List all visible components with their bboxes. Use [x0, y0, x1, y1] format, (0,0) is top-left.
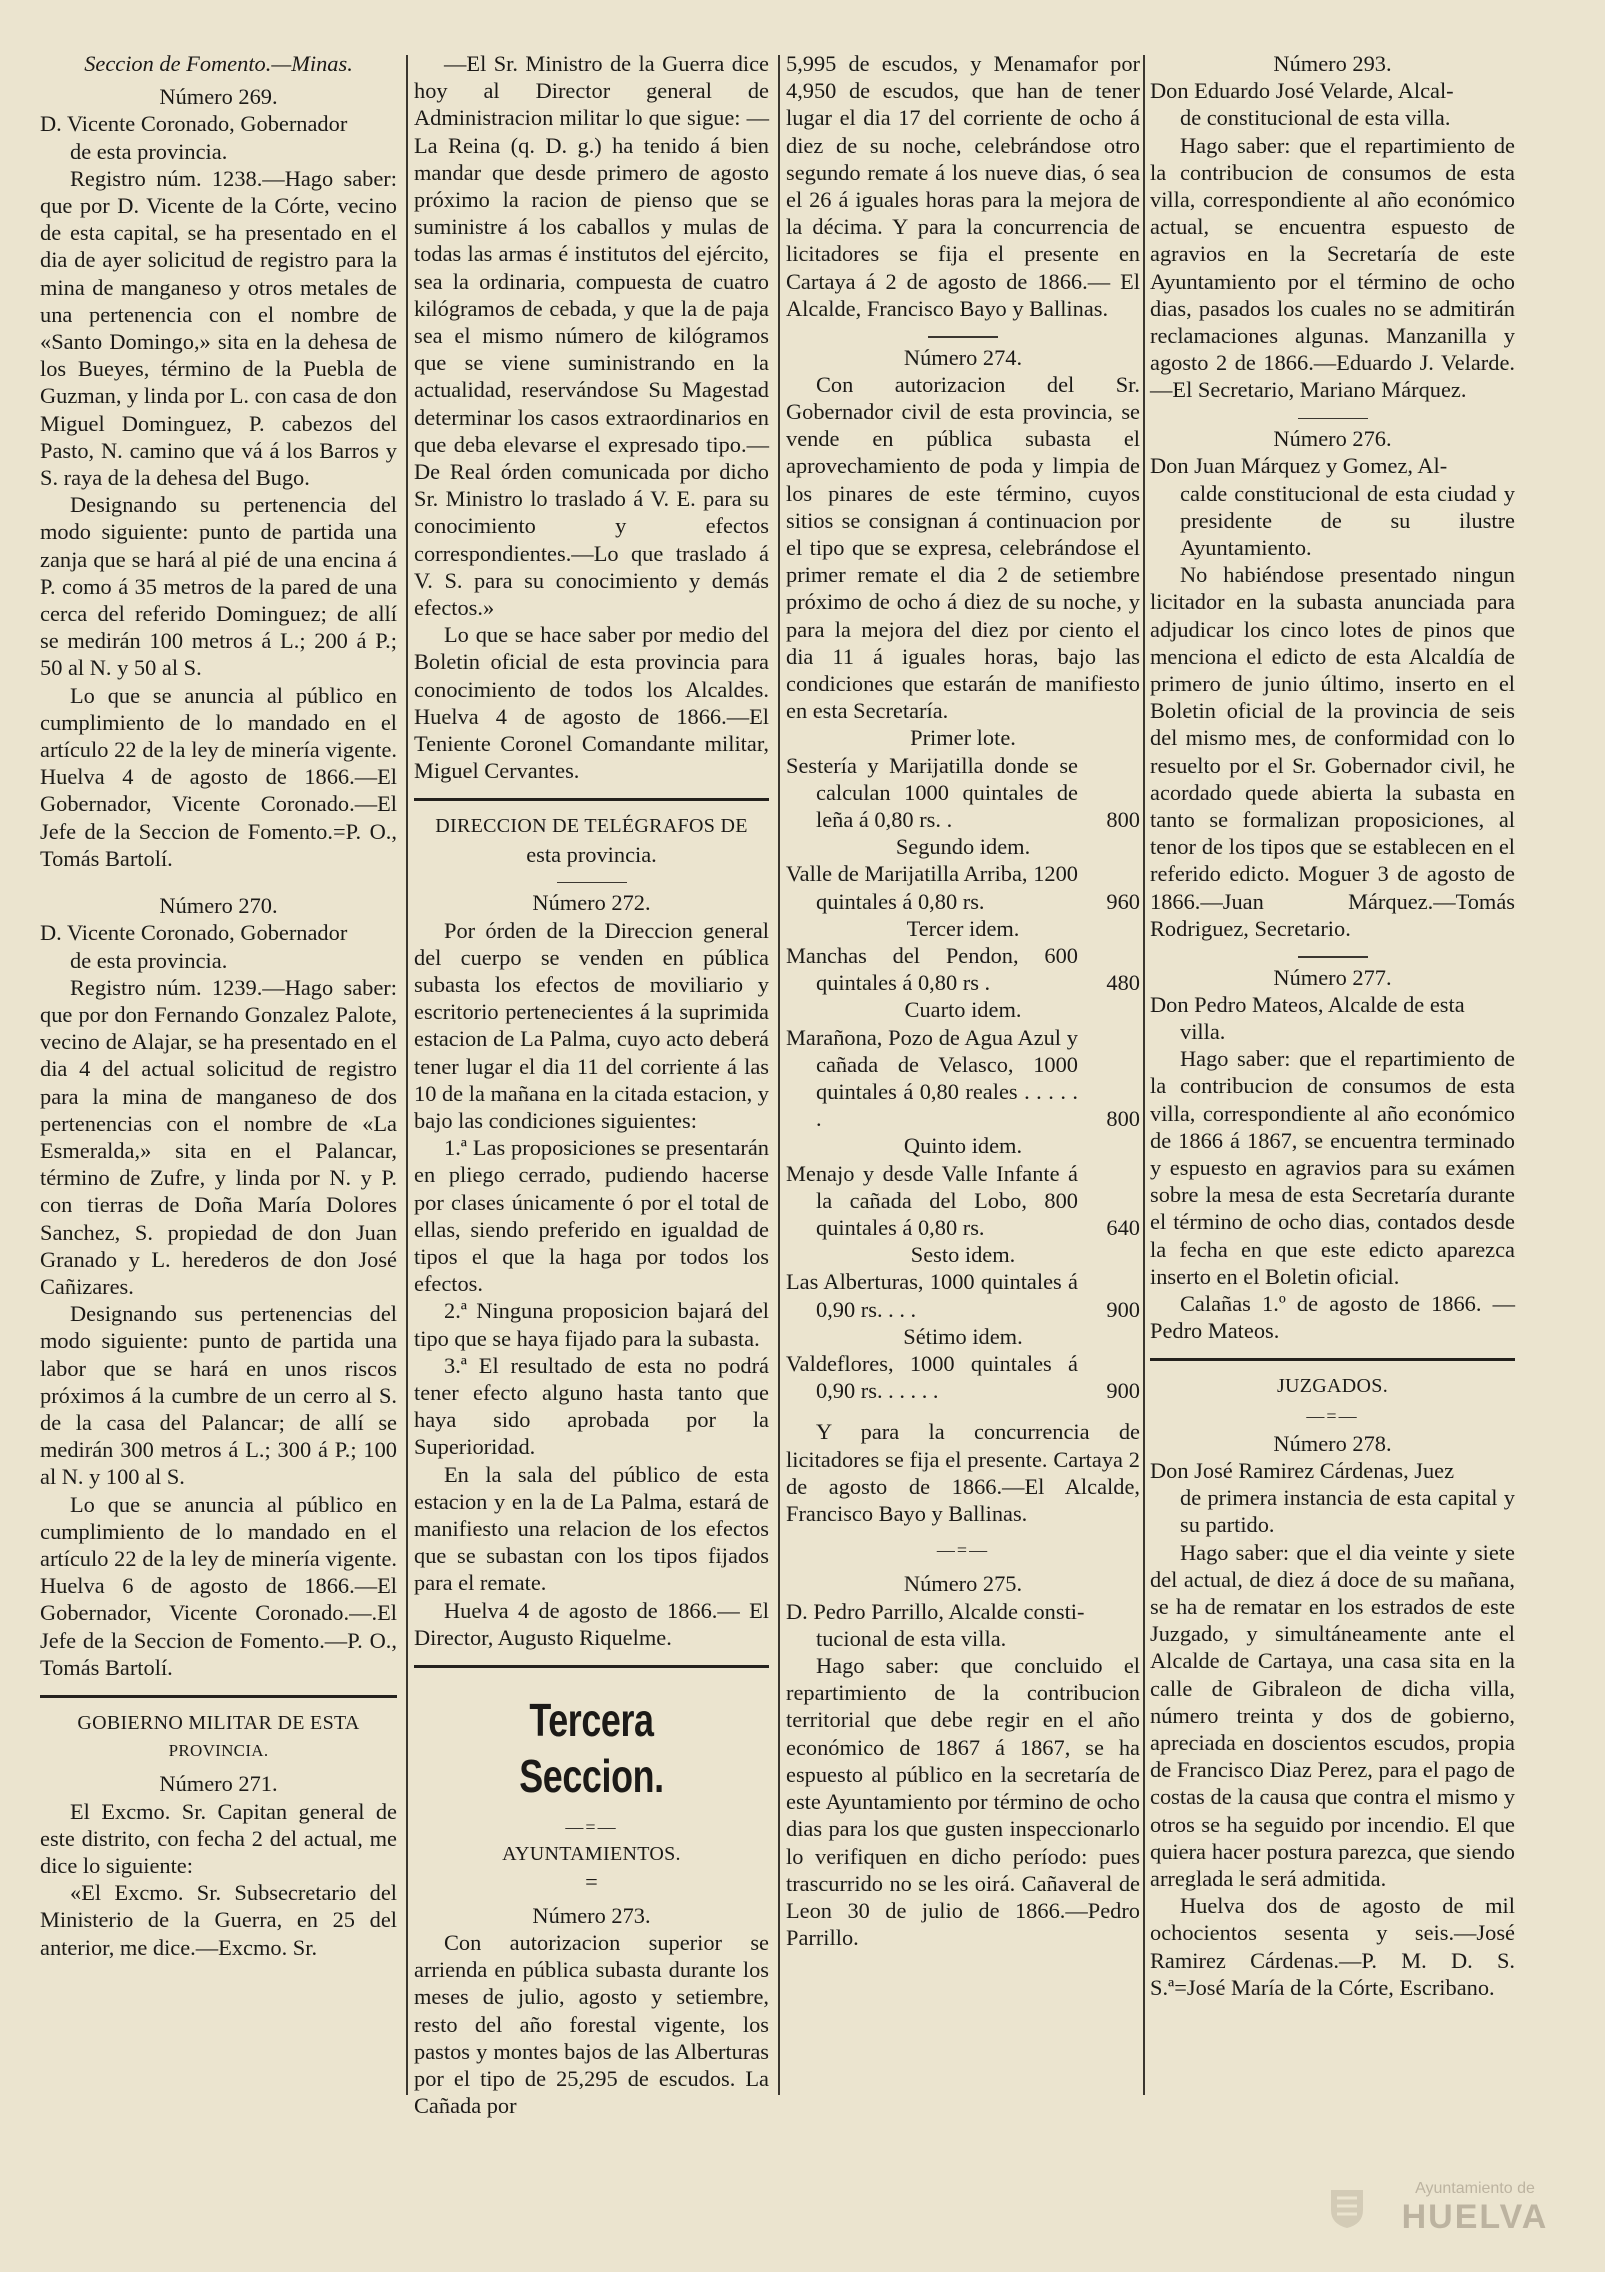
watermark-line: Ayuntamiento de [1415, 2180, 1535, 2197]
lot-row [786, 752, 1140, 834]
section-subtitle: PROVINCIA. [168, 1741, 269, 1761]
lot-amount: 900 [1106, 1378, 1140, 1404]
section-divider [1150, 1358, 1515, 1361]
lot-name: Segundo idem. [895, 834, 1031, 860]
notice-paragraph: Hago saber: que el repartimiento de la contribucion de consumos de esta villa, correspondiente al año económico de 1866 á 1867, se encuentra terminado y espuesto en agravios para su exámen sobre la mesa de esta Secretaría durante el término de ocho dias, contados desde la fecha en que este edicto aparezca inserto en el Boletin oficial. [1150, 1046, 1515, 1289]
notice-paragraph: Hago saber: que el repartimiento de la contribucion de consumos de esta villa, correspondiente al año económico actual, se encuentra espuesto de agravios en la Secretaría de este Ayuntamiento por el término de ocho dias, pasados los cuales no se admitirán reclamaciones algunas. Manzanilla y agosto 2 de 1866.—Eduardo J. Velarde. —El Secretario, Mariano Márquez. [1150, 132, 1515, 403]
notice-paragraph: Calañas 1.º de agosto de 1866. —Pedro Mateos. [1150, 1290, 1515, 1344]
short-divider [928, 336, 998, 338]
section-header: Seccion de Fomento.—Minas. [84, 51, 353, 76]
notice-paragraph: No habiéndose presentado ningun licitador en la subasta anunciada para adjudicar los cinco lotes de pinos que menciona el edicto de esta Alcaldía de primero de junio último, inserto en el Boletin oficial de la provincia de seis del mismo mes, de conformidad con lo resuelto por el Sr. Gobernador civil, he acordado quede abierta la subasta en tanto se formalizan proposiciones, al tenor de los tipos que se establecen en el referido edicto. Moguer 3 de agosto de 1866.—Juan Márquez.—Tomás Rodriguez, Secretario. [1150, 562, 1515, 941]
section-divider [40, 1695, 397, 1698]
ornament-divider: —=— [1306, 1405, 1359, 1426]
notice-number: Número 271. [159, 1771, 278, 1797]
notice-number: Número 274. [903, 344, 1023, 370]
lot-name: Tercer idem. [906, 915, 1020, 941]
notice-paragraph: El Excmo. Sr. Capitan general de este distrito, con fecha 2 del actual, me dice lo siguiente: [40, 1798, 397, 1878]
column-rule [778, 55, 780, 2095]
notice-paragraph: Con autorizacion superior se arrienda en pública subasta durante los meses de julio, agosto y setiembre, resto del año forestal vigente, los pastos y montes bajos de las Alberturas por el tipo de 25,295 de escudos. La Cañada por [414, 1929, 769, 2119]
notice-paragraph: Lo que se anuncia al público en cumplimiento de lo mandado en el artículo 22 de la ley de minería vigente. Huelva 4 de agosto de 1866.—El Gobernador, Vicente Coronado.—El Jefe de la Seccion de Fomento.=P. O., Tomás Bartolí. [40, 682, 397, 871]
condition-item: 2.ª Ninguna proposicion bajará del tipo que se haya fijado para la subasta. [414, 1298, 769, 1351]
lot-description: Marañona, Pozo de Agua Azul y cañada de Velasco, 1000 quintales á 0,80 reales . . . . . . [786, 1024, 1078, 1132]
short-divider [1298, 418, 1368, 420]
notice-heading: Don Juan Márquez y Gomez, Al- [1150, 453, 1448, 479]
lot-row [786, 860, 1140, 914]
lot-row [786, 1268, 1140, 1322]
lot-amount: 900 [1106, 1296, 1140, 1322]
notice-paragraph: Huelva dos de agosto de mil ochocientos sesenta y seis.—José Ramirez Cárdenas.—P. M. D. S. S.ª=José María de la Córte, Escribano. [1150, 1893, 1515, 2000]
section-title: DIRECCION DE TELÉGRAFOS DE [435, 815, 748, 838]
column-3 [786, 50, 1140, 1951]
section-banner: Tercera Seccion. [519, 1694, 664, 1803]
lot-row [786, 1350, 1140, 1404]
lot-amount: 800 [1106, 1106, 1140, 1132]
section-title: JUZGADOS. [1276, 1375, 1389, 1398]
condition-item: 3.ª El resultado de esta no podrá tener efecto alguno hasta tanto que haya sido aprobada por la Superioridad. [414, 1352, 769, 1460]
archive-watermark [1375, 2180, 1575, 2237]
lot-amount: 800 [1106, 806, 1140, 832]
lot-name: Sétimo idem. [903, 1323, 1023, 1349]
notice-paragraph: —El Sr. Ministro de la Guerra dice hoy al Director general de Administracion militar lo que sigue: —La Reina (q. D. g.) ha tenido á bien mandar que desde primero de agosto próximo la racion de pienso que se suministre á los caballos y mulas de todas las armas é institutos del ejército, sea la ordinaria, compuesta de cuatro kilógramos de cebada, y que la de paja sea el mismo número de kilógramos que se viene suministrando en la actualidad, reservándose Su Magestad determinar los casos extraordinarios en que deba elevarse el expresado tipo.—De Real órden comunicada por dicho Sr. Ministro lo traslado á V. E. para su conocimiento y efectos correspondientes.—Lo que traslado á V. S. para su conocimiento y demás efectos.» [414, 51, 769, 621]
ornament-divider: —=— [565, 1817, 618, 1838]
lot-amount: 480 [1106, 970, 1140, 996]
notice-paragraph: Y para la concurrencia de licitadores se fija el presente. Cartaya 2 de agosto de 1866.—El Alcalde, Francisco Bayo y Ballinas. [786, 1419, 1140, 1527]
notice-paragraph: Designando sus pertenencias del modo siguiente: punto de partida una labor que se hará en unos riscos próximos á la cumbre de un cerro al S. de la casa del Palancar; de allí se medirán 300 metros á L.; 300 á P.; 100 al N. y 100 al S. [40, 1301, 397, 1490]
notice-number: Número 276. [1273, 426, 1392, 452]
notice-number: Número 272. [532, 890, 651, 916]
watermark-line: HUELVA [1401, 2198, 1549, 2236]
city-seal-icon [1325, 2186, 1369, 2230]
notice-paragraph: Huelva 4 de agosto de 1866.— El Director, Augusto Riquelme. [414, 1597, 769, 1650]
section-divider [414, 1665, 769, 1668]
lot-row [786, 1024, 1140, 1133]
ornament-divider: —=— [936, 1540, 990, 1561]
lot-name: Sesto idem. [910, 1242, 1016, 1268]
section-title: AYUNTAMIENTOS. [502, 1843, 681, 1866]
lot-amount: 640 [1106, 1215, 1140, 1241]
notice-paragraph: Lo que se anuncia al público en cumplimiento de lo mandado en el artículo 22 de la ley de minería vigente. Huelva 6 de agosto de 1866.—El Gobernador, Vicente Coronado.—.El Jefe de la Seccion de Fomento.—P. O., Tomás Bartolí. [40, 1491, 397, 1680]
column-1 [40, 50, 397, 1961]
notice-paragraph: Por órden de la Direccion general del cuerpo se venden en pública subasta los efectos de moviliario y escritorio pertenecientes á la suprimida estacion de La Palma, cuyo acto deberá tener lugar el dia 11 del corriente á las 10 de la mañana en la citada estacion, y bajo las condiciones siguientes: [414, 917, 769, 1134]
lot-name: Quinto idem. [903, 1133, 1023, 1159]
lot-name: Cuarto idem. [904, 997, 1022, 1023]
short-divider [1298, 956, 1368, 958]
notice-heading: D. Pedro Parrillo, Alcalde consti- [786, 1598, 1085, 1624]
short-divider [557, 882, 627, 884]
ornament-divider: = [585, 1869, 598, 1895]
notice-paragraph: Designando su pertenencia del modo siguiente: punto de partida una zanja que se hará al pié de una encina á P. como á 35 metros de la pared de una cerca del referido Dominguez; de allí se medirán 100 metros á L.; 200 á P.; 50 al N. y 50 al S. [40, 492, 397, 681]
lot-description: Menajo y desde Valle Infante á la cañada del Lobo, 800 quintales á 0,80 rs. [786, 1160, 1078, 1241]
notice-heading-cont: de primera instancia de esta capital y su partido. [1180, 1485, 1515, 1538]
notice-paragraph: «El Excmo. Sr. Subsecretario del Ministerio de la Guerra, en 25 del anterior, me dice.—Excmo. Sr. [40, 1880, 397, 1960]
notice-heading: Don Eduardo José Velarde, Alcal- [1150, 78, 1454, 104]
notice-paragraph: En la sala del público de esta estacion y en la de La Palma, estará de manifiesto una relacion de los efectos que se subastan con los tipos fijados para el remate. [414, 1461, 769, 1596]
notice-number: Número 278. [1273, 1430, 1392, 1456]
lot-row [786, 942, 1140, 996]
notice-heading: D. Vicente Coronado, Gobernador [40, 920, 348, 946]
notice-number: Número 273. [532, 1902, 651, 1928]
lot-description: Sestería y Marijatilla donde se calculan 1000 quintales de leña á 0,80 rs. . [786, 752, 1078, 832]
column-rule [406, 55, 408, 2095]
column-4 [1150, 50, 1515, 2001]
notice-heading: Don Pedro Mateos, Alcalde de esta [1150, 991, 1465, 1017]
lot-amount: 960 [1106, 888, 1140, 914]
notice-number: Número 293. [1273, 51, 1392, 76]
notice-number: Número 270. [159, 893, 278, 919]
notice-heading-cont: tucional de esta villa. [816, 1625, 1007, 1651]
lot-row [786, 1160, 1140, 1242]
notice-number: Número 269. [159, 84, 278, 110]
section-divider [414, 798, 769, 801]
notice-heading: Don José Ramirez Cárdenas, Juez [1150, 1457, 1455, 1483]
column-2 [414, 50, 769, 2119]
section-subtitle: esta provincia. [526, 841, 657, 867]
notice-paragraph: Registro núm. 1238.—Hago saber: que por D. Vicente de la Córte, vecino de esta capital, se ha presentado en el dia de ayer solicitud de registro para la mina de manganeso y otros metales de una pertenencia con el nombre de «Santo Domingo,» sita en la dehesa de los Bueyes, término de la Puebla de Guzman, y linda por L. con casa de don Miguel Dominguez, P. cabezos del Pasto, N. camino que vá á los Barros y S. raya de la dehesa del Bugo. [40, 165, 397, 491]
condition-item: 1.ª Las proposiciones se presentarán en pliego cerrado, pudiendo hacerse por clases únicamente ó por el total de ellas, siendo preferido en igualdad de tipos el que la haga por todos los efectos. [414, 1135, 769, 1297]
notice-heading-cont: de constitucional de esta villa. [1180, 105, 1451, 131]
lot-description: Las Alberturas, 1000 quintales á 0,90 rs. . . . [786, 1269, 1078, 1322]
notice-paragraph: Hago saber: que concluido el repartimiento de la contribucion territorial que debe regir en el año económico de 1867 á 1867, se ha espuesto al público en la secretaría de este Ayuntamiento por término de ocho dias para los que gusten inspeccionarlo lo verifiquen en dicho período: pues trascurrido no se les oirá. Cañaveral de Leon 30 de julio de 1866.—Pedro Parrillo. [786, 1653, 1140, 1951]
notice-heading-cont: villa. [1180, 1018, 1226, 1044]
notice-paragraph: Con autorizacion del Sr. Gobernador civil de esta provincia, se vende en pública subasta el aprovechamiento de poda y limpia de los pinares de este término, cuyos sitios se consignan á continuacion por el tipo que se expresa, celebrándose el primer remate el dia 2 de setiembre próximo de ocho á diez de su noche, y para la mejora del diez por ciento el dia 11 á iguales horas, bajo las condiciones que estarán de manifiesto en esta Secretaría. [786, 371, 1140, 724]
notice-heading: D. Vicente Coronado, Gobernador [40, 111, 348, 137]
notice-paragraph: Lo que se hace saber por medio del Boletin oficial de esta provincia para conocimiento de todos los Alcaldes. Huelva 4 de agosto de 1866.—El Teniente Coronel Comandante militar, Miguel Cervantes. [414, 622, 769, 784]
lot-description: Valdeflores, 1000 quintales á 0,90 rs. . . . . . [786, 1351, 1078, 1404]
notice-heading-cont: calde constitucional de esta ciudad y presidente de su ilustre Ayuntamiento. [1180, 480, 1515, 560]
lot-name: Primer lote. [910, 725, 1016, 751]
notice-heading-cont: de esta provincia. [70, 138, 228, 164]
section-title: GOBIERNO MILITAR DE ESTA [77, 1711, 360, 1734]
notice-number: Número 277. [1273, 964, 1392, 990]
notice-number: Número 275. [903, 1571, 1023, 1597]
notice-paragraph: 5,995 de escudos, y Menamafor por 4,950 de escudos, que han de tener lugar el dia 17 del corriente de ocho á diez de su noche, celebrándose otro segundo remate á los nueve dias, ó sea el 26 á iguales horas para la mejora de la décima. Y para la concurrencia de licitadores se fija el presente en Cartaya á 2 de agosto de 1866.— El Alcalde, Francisco Bayo y Ballinas. [786, 51, 1140, 321]
lot-description: Manchas del Pendon, 600 quintales á 0,80 rs . [786, 943, 1078, 996]
lot-description: Valle de Marijatilla Arriba, 1200 quintales á 0,80 rs. [786, 861, 1078, 914]
notice-heading-cont: de esta provincia. [70, 947, 228, 973]
column-rule [1143, 55, 1145, 2095]
notice-paragraph: Hago saber: que el dia veinte y siete del actual, de diez á doce de su mañana, se ha de rematar en los estrados de este Juzgado, y simultáneamente ante el Alcalde de Cartaya, una casa sita en la calle de Gibraleon de dicha villa, número treinta y dos de gobierno, apreciada en doscientos escudos, propia de Francisco Diaz Perez, para el pago de costas de la causa que contra el mismo y otros se ha seguido por incendio. El que quiera hacer postura parezca, que siendo arreglada le será admitida. [1150, 1539, 1515, 1891]
notice-paragraph: Registro núm. 1239.—Hago saber: que por don Fernando Gonzalez Palote, vecino de Alajar, se ha presentado en el dia 4 del actual solicitud de registro para la mina de manganeso de dos pertenencias con el nombre de «La Esmeralda,» sita en el Palancar, término de Zufre, y linda por N. y P. con tierras de Doña María Dolores Sanchez, S. propiedad de don Juan Granado y L. herederos de don José Cañizares. [40, 974, 397, 1299]
